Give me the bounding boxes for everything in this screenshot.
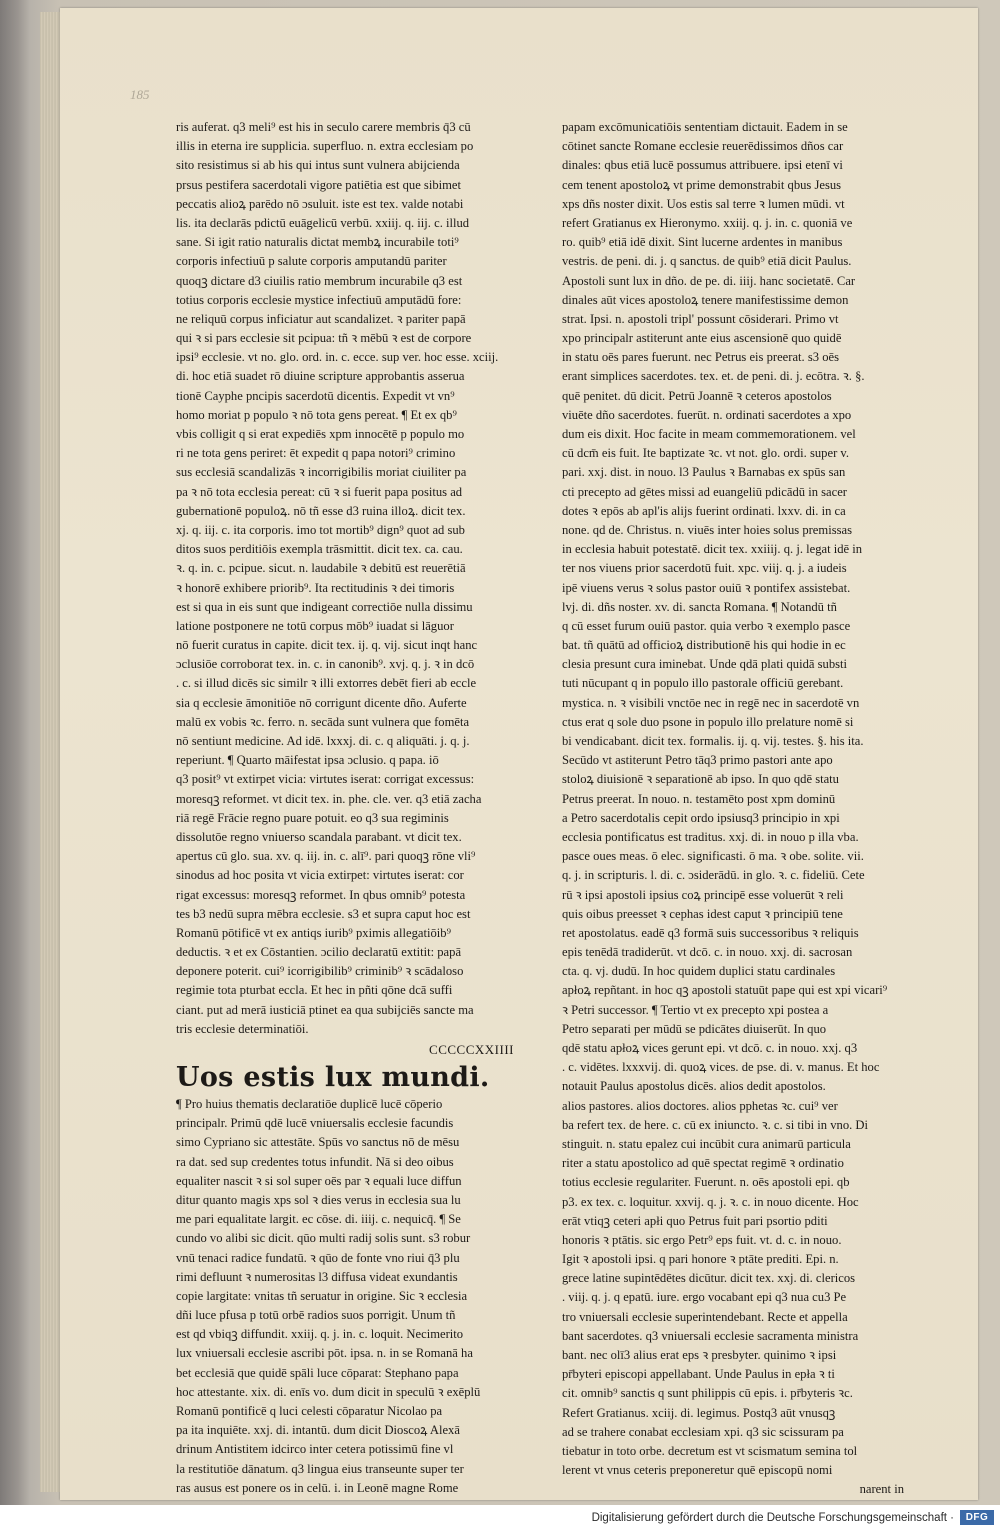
text-line: rimi defluunt ꝛ numerositas l3 diffusa videat exundantis bbox=[176, 1269, 458, 1284]
text-line: deponere poterit. cui⁹ icorrigibilib⁹ criminib⁹ ꝛ scādaloso bbox=[176, 964, 464, 979]
text-line: Apostoli sunt lux in dño. de pe. di. iiij. hanc societatē. Car bbox=[562, 273, 856, 288]
text-line: di. hoc etiā suadet rō diuine scripture approbantis asserua bbox=[176, 369, 465, 384]
text-line: clesia presunt cura iminebat. Unde qdā plati quidā substi bbox=[562, 657, 848, 672]
text-line: deductis. ꝛ et ex Cōstantien. ɔcilio declaratū extitit: papā bbox=[176, 945, 462, 960]
text-line: papam excōmunicatiōis sententiam dictauit. Eadem in se bbox=[562, 120, 848, 134]
text-line: bet ecclesiā que quidē spāli luce cōparat: Stephano papa bbox=[176, 1365, 459, 1380]
text-line: latione postponere ne totū corpus mōb⁹ iuadat si lāguor bbox=[176, 618, 454, 633]
text-line: mystica. n. ꝛ visibili vnctōe nec in regē nec in sacerdotē vn bbox=[562, 695, 860, 710]
text-line: nō sentiunt medicine. Ad idē. lxxxj. di. c. q aliquāti. j. q. j. bbox=[176, 734, 470, 748]
text-line: ɔclusiōe corroborat tex. in. c. in canonib⁹. xvj. q. j. ꝛ in dcō bbox=[176, 657, 475, 672]
text-line: q3 posit⁹ vt extirpet vicia: virtutes iserat: corrigat excessus: bbox=[176, 772, 475, 787]
text-line: bant. nec olī3 alius erat eps ꝛ presbyter. quinimo ꝛ ipsi bbox=[562, 1348, 837, 1362]
text-line: pa ita inquiēte. xxj. di. intantū. dum dicit Dioscoꝝ Alexā bbox=[176, 1423, 460, 1438]
text-line: ¶ Pro huius thematis declaratiōe duplicē lucē cōperio bbox=[176, 1097, 443, 1111]
text-line: nō fuerit curatus in capite. dicit tex. ij. q. vij. sicut inqt hanc bbox=[176, 638, 478, 653]
text-line: ipē viuens verus ꝛ solus pastor ouiū ꝛ pontifex assistebat. bbox=[562, 580, 851, 595]
text-line: erāt vtiqꝫ ceteri apłi quo Petrus fuit pari psortio pditi bbox=[562, 1213, 828, 1228]
text-line: lerent vt vnus ceteris preponeretur quē episcopū nomi bbox=[562, 1463, 833, 1478]
text-line: ro. quib⁹ etiā idē dixit. Sint lucerne ardentes in manibus bbox=[562, 235, 843, 250]
text-line: vestris. de peni. di. j. q sanctus. de quib⁹ etiā dicit Paulus. bbox=[562, 254, 852, 269]
text-line: qui ꝛ si pars ecclesie sit pcipua: tñ ꝛ mēbū ꝛ est de corpore bbox=[176, 331, 472, 346]
text-line: ras ausus est ponere os in celū. i. in Leonē magne Rome bbox=[176, 1480, 459, 1495]
text-line: regimie tota pturbat eccla. Et hec in pñti qōne dcā suffi bbox=[176, 983, 453, 998]
section-heading: Uos estis lux mundi. bbox=[176, 1062, 490, 1093]
text-line: q cū esset furum ouiū pastor. quia verbo ꝛ exemplo pasce bbox=[562, 618, 851, 633]
text-line: pasce oues meas. ō elec. significasti. ō ma. ꝛ obe. solite. vii. bbox=[562, 849, 864, 864]
text-line: sinodus ad hoc posita vt vicia extirpet: virtutes iserat: cor bbox=[176, 868, 464, 883]
text-line: est qd vbiqꝫ diffundit. xxiij. q. j. in. c. loquit. Necimerito bbox=[176, 1327, 464, 1342]
text-line: tiebatur in toto orbe. decretum est vt scismatum semina tol bbox=[562, 1443, 858, 1458]
signature-mark: CCCCCXXIIII bbox=[429, 1042, 514, 1057]
text-line: ad se trahere conabat ecclesiam xpi. q3 sic scissuram pa bbox=[562, 1424, 844, 1439]
text-line: q. j. in scripturis. l. di. c. ɔsiderādū. in glo. ꝛ. c. fideliū. Cete bbox=[562, 868, 865, 883]
text-line: lis. ita declarās pdictū euāgelicū verbū. xxiij. q. iij. c. illud bbox=[176, 215, 470, 230]
folio-number: 185 bbox=[130, 87, 150, 102]
left-column-text-block bbox=[176, 118, 514, 1039]
text-line: tuti nūcupant q in populo illo pastorale officiū gerebant. bbox=[562, 676, 844, 691]
text-line: rū ꝛ ipsi apostoli ipsius coꝝ principē esse voluerūt ꝛ reli bbox=[562, 887, 844, 902]
text-line: dinales aūt vices apostoloꝝ tenere manifestissime demon bbox=[562, 292, 849, 307]
text-line: ra dat. sed sup credentes totus infundit. Nā si deo oibus bbox=[176, 1154, 454, 1169]
text-line: equaliter nascit ꝛ si sol super oēs par ꝛ equali luce diffun bbox=[176, 1173, 462, 1188]
text-line: ctus erat q sole duo psone in populo illo prelature nomē si bbox=[562, 714, 854, 729]
text-line: ecclesia pontificatus est traditus. xxj. di. in nouo p illa vba. bbox=[562, 829, 859, 844]
text-line: cem tenent apostoloꝝ vt prime demonstrabit qbus Jesus bbox=[562, 177, 842, 192]
text-line: Petrus preerat. In nouo. n. testamēto post xpm dominū bbox=[562, 791, 836, 806]
text-line: . viij. q. j. q epatū. iure. ergo vocabant epi q3 nua cu3 Pe bbox=[562, 1290, 847, 1305]
right-column bbox=[562, 118, 904, 1500]
text-line: . c. si illud dicēs sic similr ꝛ illi extorres debēt fieri ab eccle bbox=[176, 676, 477, 691]
text-line: viuēte dño sacerdotes. fuerūt. n. ordinati sacerdotes a xpo bbox=[562, 407, 852, 422]
text-line: ne reliquū corpus inficiatur aut scandalizet. ꝛ pariter papā bbox=[176, 311, 466, 326]
text-line: cta. q. vj. dudū. In hoc quidem duplici statu cardinales bbox=[562, 964, 836, 979]
text-line: Romanū pōtificē vt ex antiqs iurib⁹ pximis allegatiōib⁹ bbox=[176, 925, 451, 940]
text-line: tro vniuersali ecclesie superintendebant. Recte et appella bbox=[562, 1309, 848, 1324]
text-line: cū dcm̄ eis fuit. Ite baptizate ꝛc. vt not. glo. ordi. super v. bbox=[562, 446, 850, 461]
text-line: illis in eterna ire supplicia. superfluo. n. extra ecclesiam po bbox=[176, 139, 474, 154]
text-line: vnū tenaci radice fundatū. ꝛ qūo de fonte vno riui q̄3 plu bbox=[176, 1250, 460, 1265]
text-line: stoloꝝ diuisionē ꝛ separationē ab ipso. In quo qdē statu bbox=[562, 772, 839, 787]
text-line: ret apostolatus. eadē q3 formā suis successoribus ꝛ reliquis bbox=[562, 925, 859, 940]
text-line: ter nos viuens prior sacerdotū fuit. xpc. viij. q. j. a iudeis bbox=[562, 561, 847, 576]
text-line: pari. xxj. dist. in nouo. l3 Paulus ꝛ Barnabas ex spūs san bbox=[562, 465, 846, 480]
text-line: quē penitet. dū dicit. Petrū Joannē ꝛ ceteros apostolos bbox=[562, 388, 832, 403]
text-line: cōtinet sancte Romane ecclesie reuerēdissimos dños car bbox=[562, 139, 844, 154]
digitization-footer bbox=[0, 1505, 1000, 1530]
text-line: principalr. Primū qdē lucē vniuersalis ecclesie facundis bbox=[176, 1116, 454, 1131]
text-line: grece latine supintēdētes dicūtur. dicit tex. xxj. di. clericos bbox=[562, 1271, 856, 1286]
text-line: corporis infectiuū p salute corporis amputandū pariter bbox=[176, 254, 447, 269]
text-line: Igit ꝛ apostoli ipsi. q pari honore ꝛ ptāte prediti. Epi. n. bbox=[562, 1252, 839, 1267]
text-line: rigat excessus: moresqꝫ reformet. In qbus omnib⁹ potesta bbox=[176, 887, 466, 902]
text-line: lux vniuersali ecclesie ascribi pōt. ipsa. n. in se Romanā ha bbox=[176, 1346, 473, 1361]
text-line: dotes ꝛ epōs ab apl'is alijs fuerint ordinati. lxxv. di. in ca bbox=[562, 503, 846, 518]
text-line: ditos suos perditiōis exempla trāsmittit. dicit tex. ca. cau. bbox=[176, 542, 463, 557]
text-line: refert Gratianus ex Hieronymo. xxiij. q. j. in. c. quoniā ve bbox=[562, 215, 853, 230]
text-line: reperiunt. ¶ Quarto māifestat ipsa ɔclusio. q papa. iō bbox=[176, 753, 439, 768]
text-line: apłoꝝ repñtant. in hoc qꝫ apostoli statuūt pape qui est xpi vicari⁹ bbox=[562, 983, 888, 998]
text-line: dñi luce pfusa p totū orbē radios suos porrigit. Unum tñ bbox=[176, 1308, 456, 1323]
text-line: Refert Gratianus. xciij. di. legimus. Postq3 aūt vnusqꝫ bbox=[562, 1405, 836, 1420]
text-line: hoc attestante. xix. di. enīs vo. dum dicit in speculū ꝛ exēplū bbox=[176, 1384, 481, 1399]
text-line: xps dñs noster dixit. Uos estis sal terre ꝛ lumen mūdi. vt bbox=[562, 196, 845, 211]
dfg-logo: DFG bbox=[960, 1510, 994, 1525]
text-line: strat. Ipsi. n. apostoli tripl' possunt cōsiderari. Primo vt bbox=[562, 311, 839, 326]
text-line: bat. tñ quātū ad officioꝝ distributionē his qui hodie in ec bbox=[562, 638, 846, 653]
text-line: Secūdo vt astiterunt Petro tāq3 primo pastori ante apo bbox=[562, 753, 833, 768]
text-line: lvj. di. dñs noster. xv. di. sancta Romana. ¶ Notandū tñ bbox=[562, 599, 837, 614]
page-edge bbox=[40, 12, 62, 1492]
text-line: cundo vo alibi sic dicit. qūo multi radij solis sunt. s3 robur bbox=[176, 1231, 471, 1246]
footer-credit: Digitalisierung gefördert durch die Deutsche Forschungsgemeinschaft · bbox=[591, 1512, 954, 1524]
text-line: honoris ꝛ ptātis. sic ergo Petr⁹ eps fuit. vt. d. c. in nouo. bbox=[562, 1232, 842, 1247]
text-line: sane. Si igit ratio naturalis dictat membꝝ incurabile toti⁹ bbox=[176, 235, 459, 250]
left-column bbox=[176, 118, 514, 1498]
text-line: simo Cypriano sic attestāte. Spūs vo sanctus nō de mēsu bbox=[176, 1135, 460, 1150]
catchword: narent in bbox=[859, 1482, 904, 1497]
text-line: riā regē Frācie regno puare potuit. eo q3 sua regiminis bbox=[176, 810, 449, 825]
text-line: bant sacerdotes. q3 vniuersali ecclesie sacramenta ministra bbox=[562, 1328, 859, 1343]
text-line: sus ecclesiā scandalizās ꝛ incorrigibilis moriat ciuiliter pa bbox=[176, 465, 467, 480]
text-line: quis oibus preesset ꝛ cephas idest caput ꝛ principiū tene bbox=[562, 906, 843, 921]
text-line: Romanū pontificē q luci celesti cōparatur Nicolao pa bbox=[176, 1404, 443, 1418]
text-line: tes b3 nedū supra mēbra ecclesie. s3 et supra caput hoc est bbox=[176, 906, 471, 921]
text-line: notauit Paulus apostolus dicēs. alios dedit apostolos. bbox=[562, 1079, 826, 1094]
text-line: moresqꝫ reformet. vt dicit tex. in. phe. cle. ver. q3 etiā zacha bbox=[176, 791, 482, 806]
text-line: . c. vidētes. lxxxvij. di. quoꝝ vices. de pse. di. v. manus. Et hoc bbox=[562, 1060, 880, 1075]
text-line: cit. omnib⁹ sanctis q sunt philippis cū epis. i. pr̄byteris ꝛc. bbox=[562, 1386, 853, 1401]
text-line: ꝛ. q. in. c. pcipue. sicut. n. laudabile ꝛ debitū est reuerētiā bbox=[176, 561, 466, 576]
text-line: a Petro sacerdotalis cepit ordo ipsiusq3 principio in xpi bbox=[562, 810, 840, 825]
text-line: stinguit. n. statu epalez cui incūbit cura animarū particula bbox=[562, 1136, 851, 1151]
text-line: pa ꝛ nō tota ecclesia pereat: cū ꝛ si fuerit papa positus ad bbox=[176, 484, 463, 499]
text-line: p3. ex tex. c. loquitur. xxvij. q. j. ꝛ. c. in nouo dicente. Hoc bbox=[562, 1194, 859, 1209]
text-line: quoqꝫ dictare d3 ciuilis ratio membrum incurabile q3 est bbox=[176, 273, 463, 288]
text-line: la restitutiōe dānatum. q3 lingua eius transeunte super ter bbox=[176, 1461, 464, 1476]
text-line: totius corporis ecclesie mystice infectiuū amputādū fore: bbox=[176, 292, 462, 307]
text-line: Petro separati per mūdū se pdicātes diuiserūt. In quo bbox=[562, 1021, 827, 1036]
text-line: epis tenēdā tradiderūt. vt dcō. c. in nouo. xxj. di. sacrosan bbox=[562, 945, 853, 960]
text-line: est si qua in eis sunt que indigeant correctiōe nulla dissimu bbox=[176, 599, 473, 614]
text-line: apertus cū glo. sua. xv. q. iij. in. c. alī⁹. pari quoqꝫ rōne vli⁹ bbox=[176, 849, 476, 864]
text-line: qdē statu apłoꝝ vices gerunt epi. vt dcō. c. in nouo. xxj. q3 bbox=[562, 1041, 858, 1055]
text-line: in ecclesia habuit potestatē. dicit tex. xxiiij. q. j. legat idē in bbox=[562, 542, 863, 557]
right-column-text-block bbox=[562, 118, 904, 1480]
text-line: sia q ecclesie āmonitiōe nō corrigunt dicente dño. Auferte bbox=[176, 695, 467, 710]
text-line: ba refert tex. de here. c. cū ex iniuncto. ꝛ. c. si tibi in vno. Di bbox=[562, 1117, 869, 1132]
text-line: xj. q. iij. c. ita corporis. imo tot mortib⁹ dign⁹ quot ad sub bbox=[176, 522, 465, 537]
text-line: cti precepto ad gētes missi ad euangeliū pdicādū in sacer bbox=[562, 484, 848, 499]
text-line: homo moriat p populo ꝛ nō tota gens pereat. ¶ Et ex qb⁹ bbox=[176, 407, 457, 422]
text-line: erant simplices sacerdotes. tex. et. de peni. di. j. ecōtra. ꝛ. §. bbox=[562, 369, 865, 384]
text-line: ꝛ Petri successor. ¶ Tertio vt ex precepto xpi postea a bbox=[562, 1002, 829, 1017]
text-line: gubernationē populoꝝ. nō tñ esse d3 ruina illoꝝ. dicit tex. bbox=[176, 503, 466, 518]
text-line: prsus pestifera sacerdotali vigore patiētia est que sibimet bbox=[176, 177, 462, 192]
text-line: alios pastores. alios doctores. alios pphetas ꝛc. cui⁹ ver bbox=[562, 1098, 838, 1113]
text-line: in statu oēs pares fuerunt. nec Petrus eis preerat. s3 oēs bbox=[562, 350, 839, 365]
text-line: ipsi⁹ ecclesie. vt no. glo. ord. in. c. ecce. sup ver. hoc esse. xciij. bbox=[176, 350, 499, 365]
text-line: malū ex vobis ꝛc. ferro. n. secāda sunt vulnera que fomēta bbox=[176, 714, 470, 729]
text-line: dinales: qbus etiā lucē possumus attribuere. ipsi etenī vi bbox=[562, 158, 843, 173]
text-line: ꝛ honorē exhibere priorib⁹. Ita rectitudinis ꝛ dei timoris bbox=[176, 580, 455, 595]
text-line: bi vendicabant. dicit tex. formalis. ij. q. vij. testes. §. his ita. bbox=[562, 734, 864, 748]
text-line: totius ecclesie regulariter. Fuerunt. n. oēs apostoli epi. qb bbox=[562, 1175, 850, 1190]
text-line: ciant. put ad merā iusticiā ptinet ea qua subijciēs sancte ma bbox=[176, 1002, 474, 1017]
text-line: ri ne tota gens periret: ēt expedit q papa notori⁹ crimino bbox=[176, 446, 456, 461]
text-line: drinum Antistitem idcirco inter cetera potissimū fine vl bbox=[176, 1442, 454, 1457]
text-line: dissolutōe regno vniuerso scandala parabant. vt dicit tex. bbox=[176, 829, 462, 844]
left-column-text-block-2 bbox=[176, 1095, 514, 1498]
text-line: vbis colligit q si erat expediēs xpm innocētē p populo mo bbox=[176, 427, 465, 441]
text-line: ris auferat. q3 meli⁹ est his in seculo carere membris q̄3 cū bbox=[176, 120, 471, 134]
text-line: pr̄byteri episcopi appellabant. Unde Paulus in epła ꝛ ti bbox=[562, 1367, 835, 1382]
text-line: dum eis dixit. Hoc facite in meam commemorationem. vel bbox=[562, 427, 856, 441]
text-line: none. qd de. Christus. n. viuēs inter hoies solus premissas bbox=[562, 522, 852, 537]
text-line: copie largitate: vnitas tñ seruatur in origine. Sic ꝛ ecclesia bbox=[176, 1288, 468, 1303]
text-line: tris ecclesie determinatiōi. bbox=[176, 1021, 309, 1036]
text-line: ditur quanto magis xps sol ꝛ dies verus in ecclesia sua lu bbox=[176, 1192, 461, 1207]
text-line: peccatis alioꝝ parēdo nō ɔsuluit. iste est tex. valde notabi bbox=[176, 196, 464, 211]
text-line: me pari equalitate largit. ec cōse. di. iiij. c. nequicq̄. ¶ Se bbox=[176, 1212, 461, 1227]
text-line: riter a statu apostolico ad quē spectat regimē ꝛ ordinatio bbox=[562, 1156, 844, 1171]
text-line: tionē Cayphe pncipis sacerdotū dicentis. Expedit vt vn⁹ bbox=[176, 388, 455, 403]
text-line: xpo principalr astiterunt ante eius ascensionē quo quidē bbox=[562, 331, 842, 346]
text-line: sito resistimus si ab his qui intus sunt vulnera abijcienda bbox=[176, 158, 460, 173]
